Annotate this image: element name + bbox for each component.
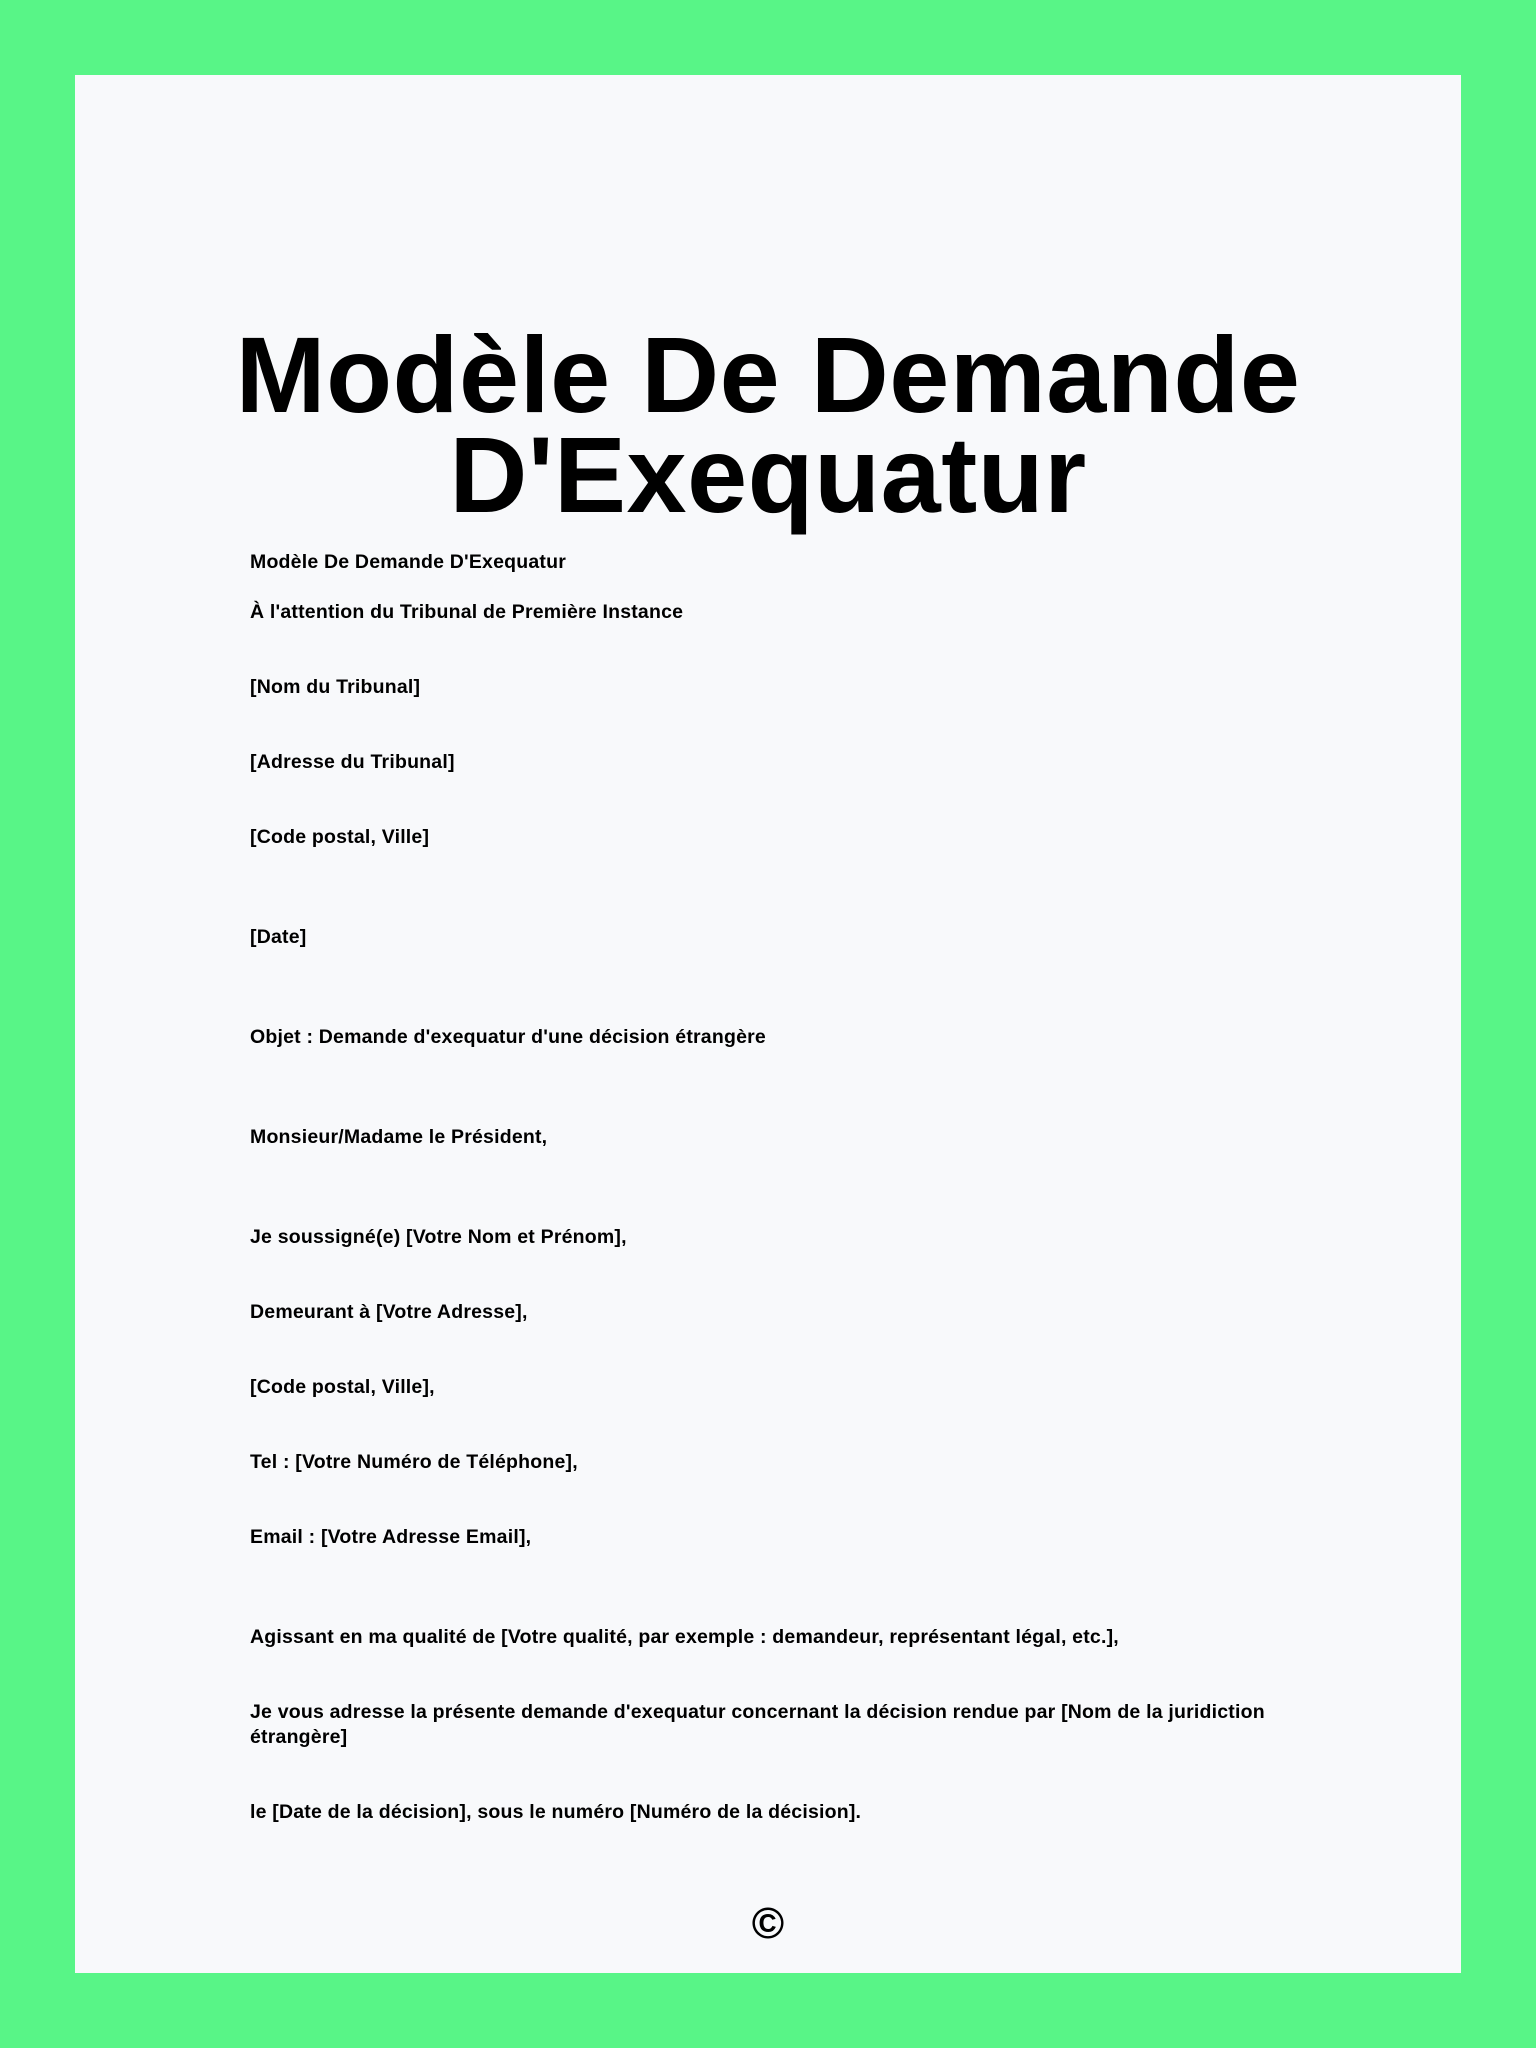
sender-email: Email : [Votre Adresse Email], <box>250 1526 532 1548</box>
document-title: Modèle De Demande D'Exequatur <box>235 314 1301 535</box>
court-name: [Nom du Tribunal] <box>250 676 421 698</box>
capacity-line: Agissant en ma qualité de [Votre qualité, par exemple : demandeur, représentant légal, etc.], <box>250 1626 1119 1648</box>
sender-postal-city: [Code postal, Ville], <box>250 1376 435 1398</box>
court-address: [Adresse du Tribunal] <box>250 751 455 773</box>
salutation: Monsieur/Madame le Président, <box>250 1126 548 1148</box>
copyright-icon: © <box>751 1899 785 1948</box>
request-line: Je vous adresse la présente demande d'exequatur concernant la décision rendue par [Nom de la juridiction étrangère] <box>250 1701 1265 1748</box>
court-postal-city: [Code postal, Ville] <box>250 826 430 848</box>
document-page <box>75 75 1461 1973</box>
sender-address: Demeurant à [Votre Adresse], <box>250 1301 528 1323</box>
subject-line: Objet : Demande d'exequatur d'une décision étrangère <box>250 1026 766 1048</box>
sender-name: Je soussigné(e) [Votre Nom et Prénom], <box>250 1226 627 1248</box>
date-line: [Date] <box>250 926 307 948</box>
decision-line: le [Date de la décision], sous le numéro [Numéro de la décision]. <box>250 1801 862 1823</box>
doc-heading: Modèle De Demande D'Exequatur <box>250 551 567 573</box>
recipient-line: À l'attention du Tribunal de Première Instance <box>250 601 684 623</box>
sender-phone: Tel : [Votre Numéro de Téléphone], <box>250 1451 578 1473</box>
